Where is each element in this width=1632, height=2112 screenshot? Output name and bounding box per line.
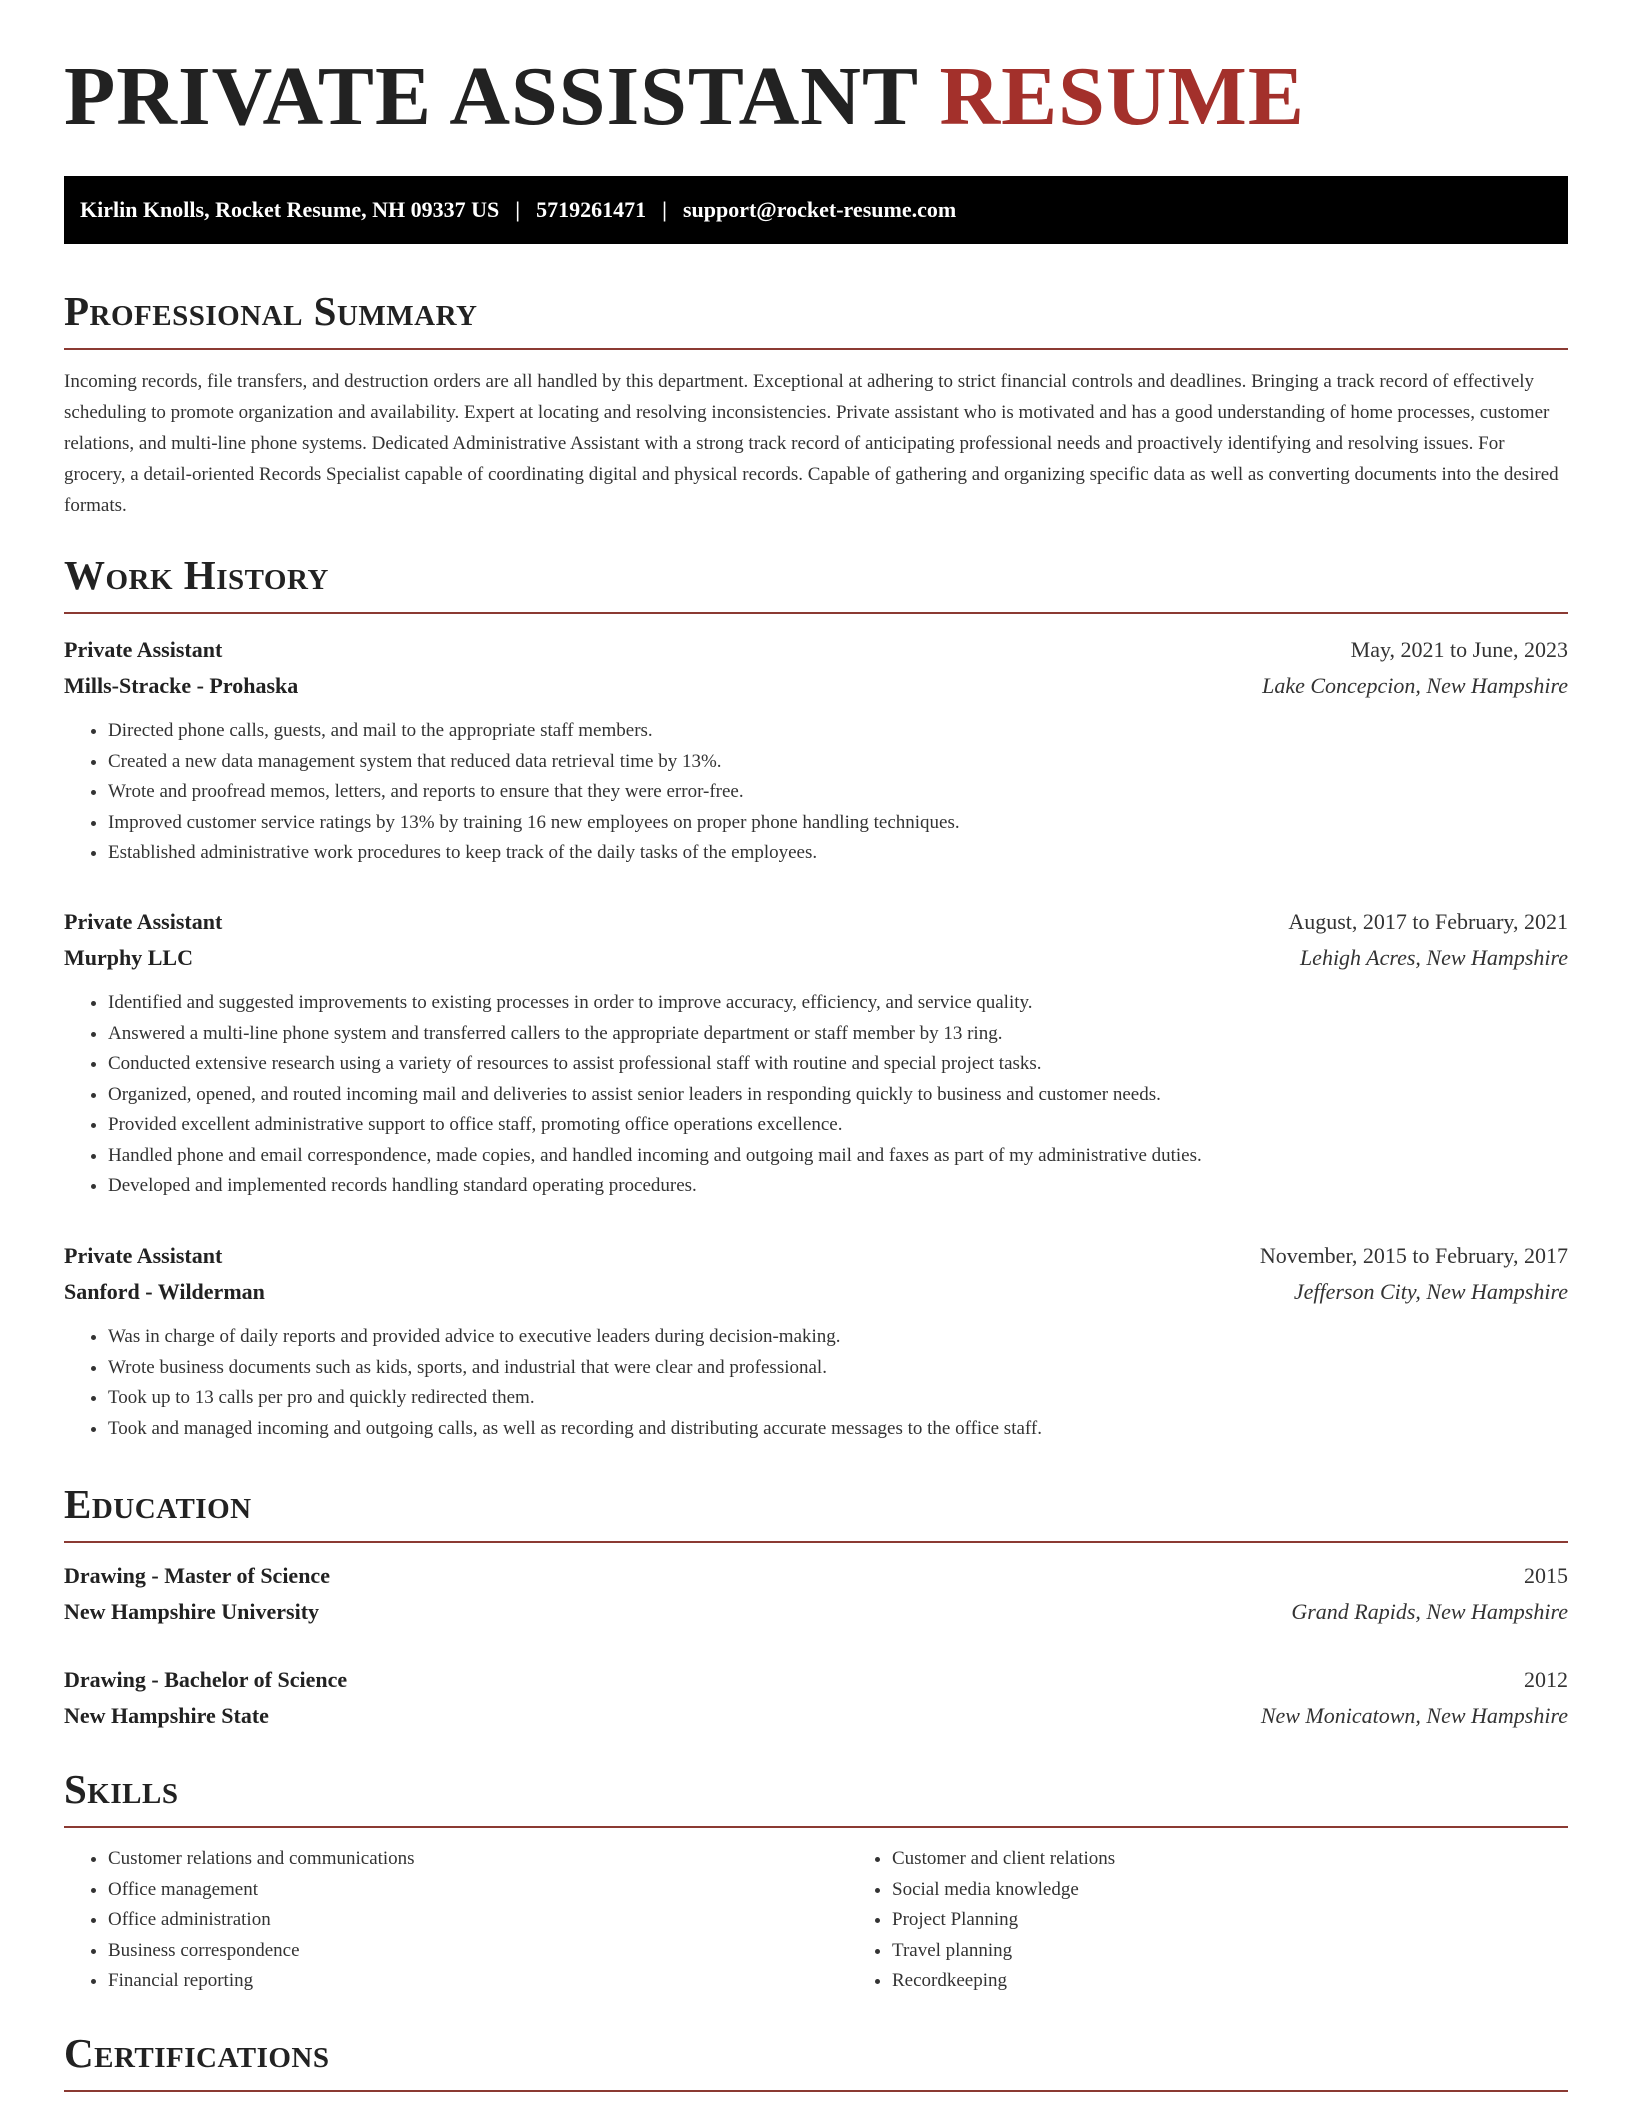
education-year: 2012 [1524,1667,1568,1692]
education-entry [64,1662,1568,1734]
education-location: Grand Rapids, New Hampshire [1291,1599,1568,1624]
list-item: • Financial reporting [108,1966,848,1997]
job-header-row [64,632,1568,668]
job-company-row [64,940,1568,976]
job-location: Jefferson City, New Hampshire [1293,1279,1568,1304]
contact-bar [64,176,1568,244]
job-header-row [64,1238,1568,1274]
list-item: • Provided excellent administrative support to office staff, promoting office operations excellence. [108,1110,1568,1141]
contact-separator: | [662,197,667,222]
certifications-section [64,2030,1568,2092]
resume-title [64,50,1305,143]
job-entry [64,632,1568,869]
education-school-row [64,1594,1568,1630]
job-bullets [64,988,1568,1202]
list-item: • Organized, opened, and routed incoming mail and deliveries to assist senior leaders in responding quickly to business and customer needs. [108,1080,1568,1111]
education-degree: Drawing - Bachelor of Science [64,1667,348,1692]
list-item: • Office administration [108,1905,848,1936]
education-entry [64,1558,1568,1630]
education-heading: Education [64,1484,1568,1543]
list-item: • Took up to 13 calls per pro and quickly redirected them. [108,1383,1568,1414]
list-item: • Established administrative work procedures to keep track of the daily tasks of the employees. [108,838,1568,869]
list-item: • Business correspondence [108,1936,848,1967]
job-bullets [64,1322,1568,1444]
list-item: • Answered a multi-line phone system and transferred callers to the appropriate department or staff member by 13 ring. [108,1019,1568,1050]
list-item: • Project Planning [892,1905,1632,1936]
summary-text: Incoming records, file transfers, and destruction orders are all handled by this department. Exceptional at adhering to strict financial controls and deadlines. Bringing a track record of effectively scheduling to promote organization and availability. Expert at locating and resolving inconsistencies. Private assistant who is motivated and has a good understanding of home processes, customer relations, and multi-line phone systems. Dedicated Administrative Assistant with a strong track record of anticipating professional needs and proactively identifying and resolving issues. For grocery, a detail-oriented Records Specialist capable of coordinating digital and physical records. Capable of gathering and organizing specific data as well as converting documents into the desired formats. [64,371,1559,516]
list-item: • Recordkeeping [892,1966,1632,1997]
list-item: • Travel planning [892,1936,1632,1967]
list-item: • Was in charge of daily reports and provided advice to executive leaders during decision-making. [108,1322,1568,1353]
work-history-section [64,552,1568,614]
work-history-heading: Work History [64,555,1568,614]
certifications-heading: Certifications [64,2033,1568,2092]
education-school: New Hampshire University [64,1599,320,1624]
summary-section [64,288,1568,521]
education-school: New Hampshire State [64,1703,269,1728]
contact-address: Kirlin Knolls, Rocket Resume, NH 09337 US [80,197,500,222]
title-main: PRIVATE ASSISTANT [64,50,918,143]
skills-heading: Skills [64,1769,1568,1828]
list-item: • Developed and implemented records handling standard operating procedures. [108,1171,1568,1202]
skills-list-right [848,1844,1632,1997]
job-title: Private Assistant [64,909,223,934]
list-item: • Customer and client relations [892,1844,1632,1875]
job-company-row [64,668,1568,704]
job-title: Private Assistant [64,1243,223,1268]
job-company: Murphy LLC [64,945,193,970]
job-company-row [64,1274,1568,1310]
contact-separator: | [515,197,521,222]
list-item: • Customer relations and communications [108,1844,848,1875]
summary-heading: Professional Summary [64,291,1568,350]
list-item: • Identified and suggested improvements to existing processes in order to improve accuracy, efficiency, and service quality. [108,988,1568,1019]
education-location: New Monicatown, New Hampshire [1260,1703,1568,1728]
list-item: • Handled phone and email correspondence, made copies, and handled incoming and outgoing mail and faxes as part of my administrative duties. [108,1141,1568,1172]
title-accent: RESUME [939,50,1305,143]
job-location: Lake Concepcion, New Hampshire [1262,673,1568,698]
list-item: • Conducted extensive research using a variety of resources to assist professional staff with routine and special project tasks. [108,1049,1568,1080]
list-item: • Took and managed incoming and outgoing calls, as well as recording and distributing accurate messages to the office staff. [108,1414,1568,1445]
job-company: Mills-Stracke - Prohaska [64,673,299,698]
job-bullets [64,716,1568,869]
contact-email[interactable]: support@rocket-resume.com [682,197,957,222]
list-item: • Created a new data management system that reduced data retrieval time by 13%. [108,747,1568,778]
job-dates: May, 2021 to June, 2023 [1350,637,1568,662]
list-item: • Social media knowledge [892,1875,1632,1906]
skills-grid [64,1828,1568,1997]
job-dates: November, 2015 to February, 2017 [1259,1243,1568,1268]
education-year: 2015 [1524,1563,1568,1588]
contact-phone[interactable]: 5719261471 [536,197,647,222]
list-item: • Wrote and proofread memos, letters, and reports to ensure that they were error-free. [108,777,1568,808]
education-school-row [64,1698,1568,1734]
list-item: • Improved customer service ratings by 13% by training 16 new employees on proper phone handling techniques. [108,808,1568,839]
job-company: Sanford - Wilderman [64,1279,265,1304]
list-item: • Office management [108,1875,848,1906]
job-header-row [64,904,1568,940]
list-item: • Directed phone calls, guests, and mail to the appropriate staff members. [108,716,1568,747]
education-degree: Drawing - Master of Science [64,1563,330,1588]
list-item: • Wrote business documents such as kids, sports, and industrial that were clear and professional. [108,1353,1568,1384]
education-section [64,1481,1568,1543]
skills-section [64,1766,1568,1997]
skills-list-left [64,1844,848,1997]
education-degree-row [64,1558,1568,1594]
job-entry [64,1238,1568,1444]
job-dates: August, 2017 to February, 2021 [1288,909,1568,934]
job-entry [64,904,1568,1202]
job-title: Private Assistant [64,637,223,662]
job-location: Lehigh Acres, New Hampshire [1299,945,1568,970]
education-degree-row [64,1662,1568,1698]
